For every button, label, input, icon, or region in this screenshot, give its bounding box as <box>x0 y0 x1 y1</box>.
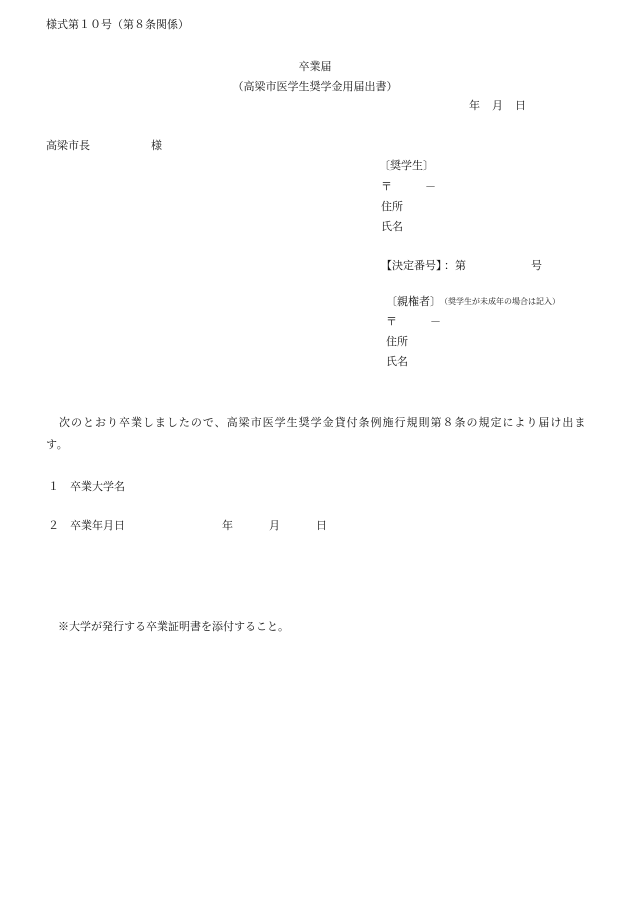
item-date-day: 日 <box>316 519 327 532</box>
addressee-honorific: 様 <box>151 139 162 152</box>
item-date-month: 月 <box>269 519 280 532</box>
date-year-label: 年 <box>469 99 480 112</box>
student-address-label: 住所 <box>381 200 403 213</box>
item-label: 卒業大学名 <box>70 480 125 493</box>
body-paragraph: 次のとおり卒業しましたので、高梁市医学生奨学金貸付条例施行規則第８条の規定により届け出ます。 <box>46 416 586 451</box>
guardian-note: （奨学生が未成年の場合は記入） <box>440 297 560 306</box>
student-postal-mark: 〒 <box>381 180 392 193</box>
date-month-label: 月 <box>492 99 503 112</box>
guardian-postal-dash: － <box>430 315 441 328</box>
student-header: 〔奨学生〕 <box>379 159 434 172</box>
decision-suffix: 号 <box>531 259 542 272</box>
decision-prefix: ：第 <box>444 259 466 272</box>
form-number: 様式第１０号（第８条関係） <box>46 18 189 31</box>
document-title: 卒業届 <box>298 60 332 73</box>
item-number: ２ <box>48 519 59 532</box>
attachment-note: ※大学が発行する卒業証明書を添付すること。 <box>58 620 289 633</box>
document-subtitle: （高梁市医学生奨学金用届出書） <box>232 80 398 93</box>
guardian-header: 〔親権者〕 <box>386 295 441 308</box>
guardian-name-label: 氏名 <box>386 355 408 368</box>
guardian-address-label: 住所 <box>386 335 408 348</box>
decision-label: 【決定番号】 <box>381 259 447 272</box>
item-label: 卒業年月日 <box>70 519 125 532</box>
guardian-postal-mark: 〒 <box>386 315 397 328</box>
item-number: １ <box>48 480 59 493</box>
student-name-label: 氏名 <box>381 220 403 233</box>
item-date-year: 年 <box>222 519 233 532</box>
addressee-name: 高梁市長 <box>46 139 90 152</box>
date-day-label: 日 <box>515 99 526 112</box>
student-postal-dash: － <box>425 180 436 193</box>
